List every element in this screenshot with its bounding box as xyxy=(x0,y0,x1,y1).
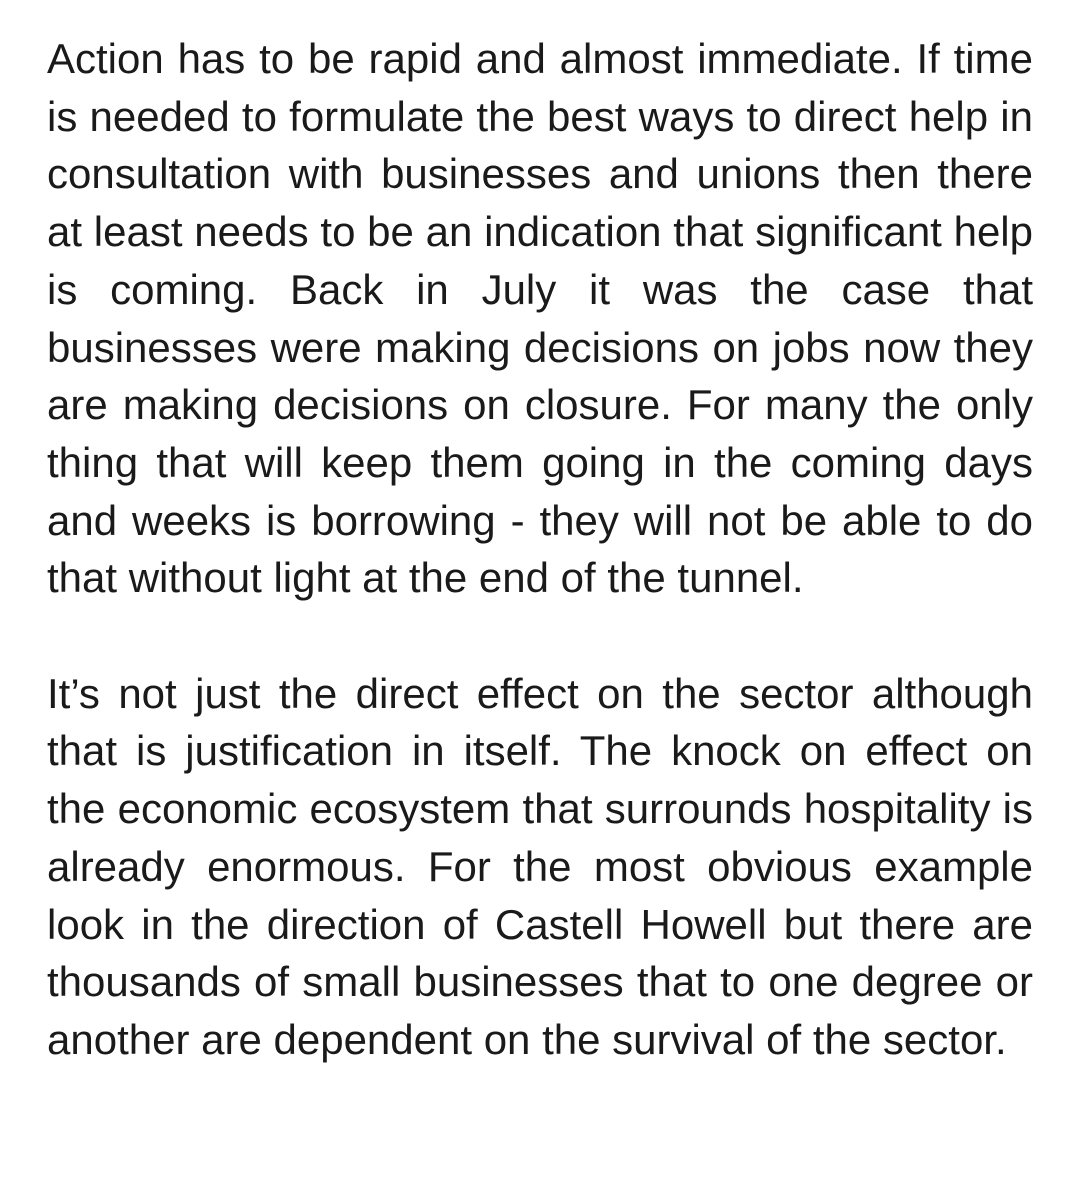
document-body xyxy=(47,30,1033,1069)
paragraph-spacer xyxy=(47,607,1033,665)
paragraph-2: It’s not just the direct effect on the sector although that is justification in itself. The knock on effect on the economic ecosystem that surrounds hospitality is already enormous. For the most obvious example look in the direction of Castell Howell but there are thousands of small businesses that to one degree or another are dependent on the survival of the sector. xyxy=(47,669,1033,1063)
paragraph-1: Action has to be rapid and almost immediate. If time is needed to formulate the best ways to direct help in consultation with businesses and unions then there at least needs to be an indication that significant help is coming. Back in July it was the case that businesses were making decisions on jobs now they are making decisions on closure. For many the only thing that will keep them going in the coming days and weeks is borrowing - they will not be able to do that without light at the end of the tunnel. xyxy=(47,35,1033,602)
